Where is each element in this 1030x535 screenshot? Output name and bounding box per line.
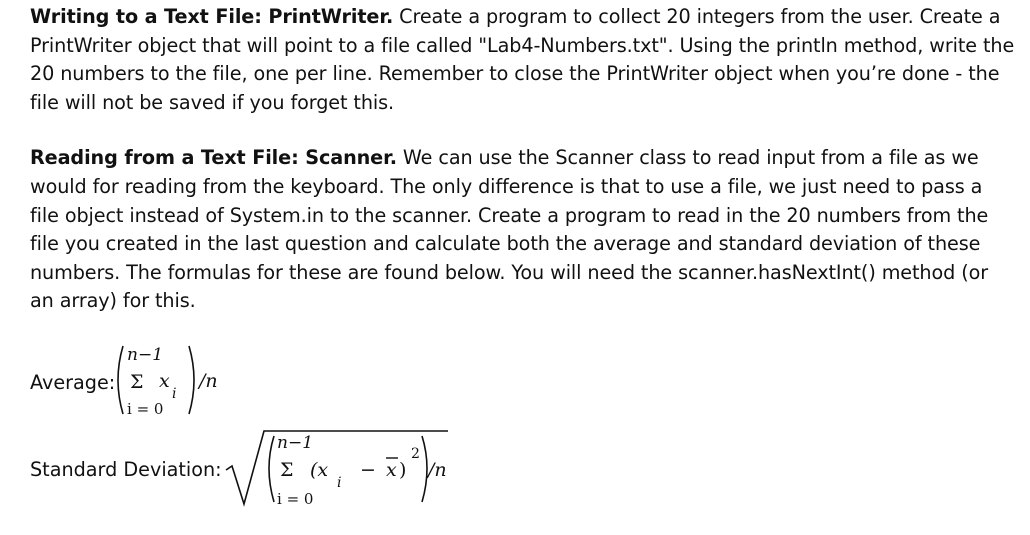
average-right-paren	[189, 346, 194, 414]
paragraph-printwriter	[30, 3, 1015, 117]
paragraph-scanner-text: We can use the Scanner class to read input from a file as we would for reading from the keyboard. The only difference is that to use a file, we just need to pass a file object instead of System.in to the scanner. Create a program to read in the 20 numbers from the file you created in the last question and calculate both the average and standard deviation of these numbers. The formulas for these are found below. You will need the scanner.hasNextInt() method (or an array) for this.	[30, 146, 989, 313]
paragraph-printwriter-heading: Writing to a Text File: PrintWriter.	[30, 5, 394, 28]
stddev-right-paren	[422, 436, 427, 502]
stddev-formula	[222, 426, 462, 516]
square-root-sign	[226, 431, 448, 504]
average-term: x	[159, 370, 170, 392]
stddev-label: Standard Deviation:	[30, 458, 222, 481]
average-divisor: /n	[199, 370, 218, 392]
stddev-upper-limit: n−1	[277, 433, 314, 453]
average-subscript: i	[172, 386, 177, 402]
average-formula-label	[30, 371, 115, 395]
average-formula	[110, 340, 240, 425]
stddev-minus: −	[360, 459, 376, 481]
stddev-lower-limit: i = 0	[277, 490, 314, 508]
document-body	[30, 3, 1015, 316]
stddev-formula-label	[30, 458, 222, 482]
stddev-sigma: Σ	[280, 459, 294, 481]
average-lower-limit: i = 0	[127, 400, 164, 418]
paragraph-scanner	[30, 144, 1015, 316]
average-upper-limit: n−1	[127, 345, 164, 365]
paragraph-printwriter-text: Create a program to collect 20 integers from the user. Create a PrintWriter object that will point to a file called "Lab4-Numbers.txt". Using the println method, write the 20 numbers to the file, one per line. Remember to close the PrintWriter object when you’re done - the file will not be saved if you forget this.	[30, 5, 1015, 114]
stddev-divisor: /n	[428, 459, 447, 481]
average-sigma: Σ	[130, 371, 144, 393]
stddev-mean: x	[386, 459, 397, 481]
average-label: Average:	[30, 371, 116, 394]
stddev-term: (x	[310, 459, 329, 481]
paragraph-scanner-heading: Reading from a Text File: Scanner.	[30, 146, 397, 170]
stddev-subscript: i	[337, 475, 342, 491]
stddev-left-paren	[269, 436, 274, 502]
stddev-close-paren: )	[399, 459, 407, 481]
stddev-exponent: 2	[411, 446, 420, 462]
average-left-paren	[118, 346, 123, 414]
